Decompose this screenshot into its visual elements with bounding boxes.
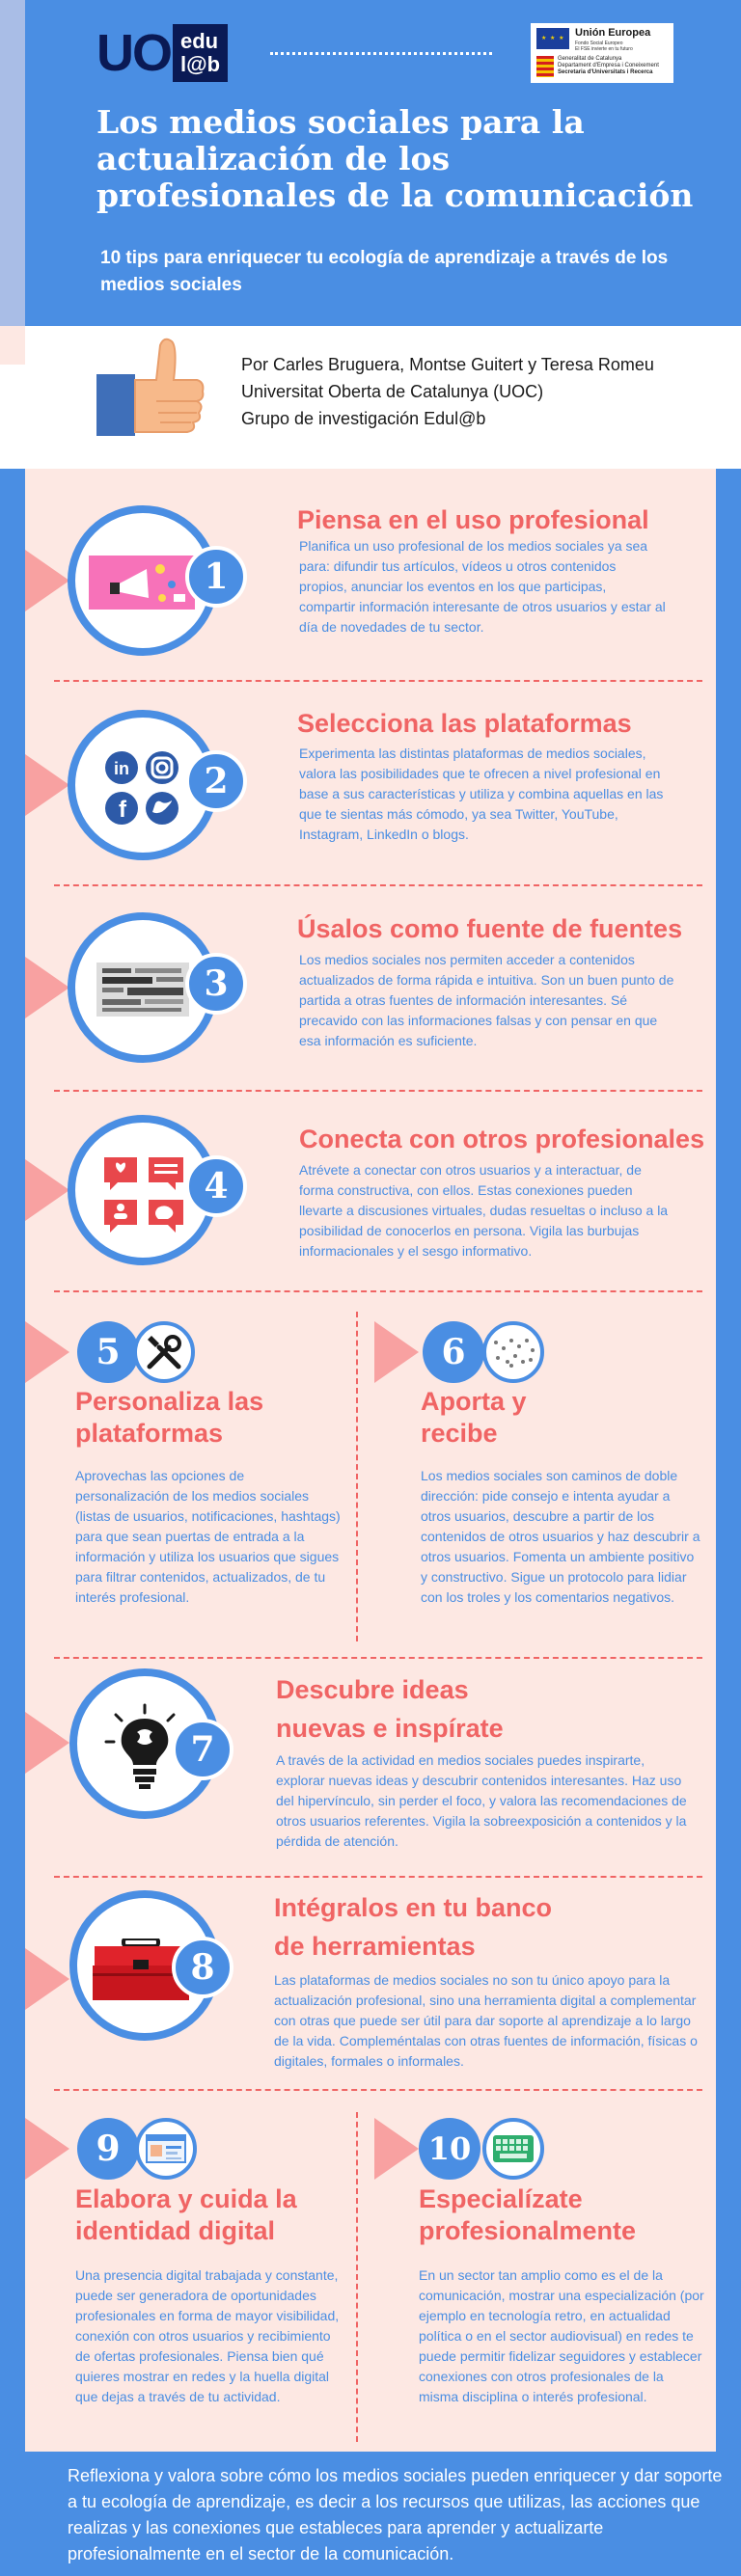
gen-line3: Secretaria d'Universitats i Recerca <box>558 69 653 75</box>
divider-2 <box>54 884 702 886</box>
logo-box <box>173 24 228 82</box>
tip-6-icon-circle <box>482 1321 544 1383</box>
authors-stripe <box>0 326 25 365</box>
tip-10-title-line2: profesionalmente <box>419 2216 637 2245</box>
tip-6-title <box>421 1386 527 1450</box>
keyboard-icon <box>492 2134 535 2163</box>
tip-2-text: Experimenta las distintas plataformas de medios sociales, valora las posibilidades que te ofrecen a nivel profesional en base a sus características y utiliza y combina aquellas en las que te sientas más cómodo, ya sea Twitter, YouTube, Instagram, LinkedIn o blogs. <box>299 746 664 842</box>
tip-5-title-line1: Personaliza las <box>75 1387 264 1416</box>
id-card-icon <box>145 2131 187 2166</box>
header <box>0 0 741 326</box>
tip-4-text: Atrévete a conectar con otros usuarios y a interactuar, de forma constructiva, con ellos. Estas conexiones pueden llevarte a discusiones virtuales, dudas resueltas o incluso a la posibilidad de conocerlos en persona. Vigila las burbujas informacionales y el sesgo informativo. <box>299 1162 669 1259</box>
tip-6-number: 6 <box>423 1321 484 1383</box>
tip-1-arrow <box>25 550 69 611</box>
tip-3-title: Úsalos como fuente de fuentes <box>297 914 683 943</box>
tip-8-arrow <box>25 1948 69 2010</box>
tip-8-number: 8 <box>172 1937 233 1998</box>
tip-8-text: Las plataformas de medios sociales no son tu único apoyo para la actualización profesional, sino una herramienta digital a complementar con otras que puede ser útil para dar soporte al aprendizaje a lo largo de la vida. Compleméntalas con otras fuentes de información, físicas o digitales, formales o informales. <box>274 1972 698 2069</box>
divider-3 <box>54 1090 702 1092</box>
tip-9-arrow <box>25 2118 69 2180</box>
eu-subtitle <box>575 41 668 52</box>
network-icon <box>490 1335 536 1369</box>
footer <box>25 2452 741 2576</box>
vertical-divider-5-6 <box>356 1312 358 1641</box>
tip-5-number: 5 <box>77 1321 139 1383</box>
eu-flag-icon <box>536 28 569 49</box>
tip-10-number: 10 <box>419 2118 480 2180</box>
chat-bubbles-icon <box>98 1150 191 1236</box>
tip-5-arrow <box>25 1321 69 1383</box>
tip-9-text: Una presencia digital trabajada y constante, puede ser generadora de oportunidades profesionales en forma de mayor visibilidad, conexión con otros usuarios y recibimiento de ofertas profesionales. Piensa bien qué quieres mostrar en redes y la huella digital que dejas a través de tu actividad. <box>75 2267 340 2404</box>
tip-8-title-line1: Intégralos en tu banco <box>274 1893 553 1922</box>
tip-10-title <box>419 2183 636 2247</box>
divider-1 <box>54 680 702 682</box>
eu-title: Unión Europea <box>575 27 651 39</box>
author-university: Universitat Oberta de Catalunya (UOC) <box>241 382 544 401</box>
tip-9-title <box>75 2183 297 2247</box>
author-names: Por Carles Bruguera, Montse Guitert y Teresa Romeu <box>241 355 654 374</box>
author-credits <box>241 351 654 432</box>
tip-9-title-line1: Elabora y cuida la <box>75 2184 297 2213</box>
tip-5-title-line2: plataformas <box>75 1419 224 1448</box>
tip-10-icon-circle <box>482 2118 544 2180</box>
author-group: Grupo de investigación Edul@b <box>241 409 486 428</box>
vertical-divider-9-10 <box>356 2112 358 2442</box>
tip-10-text: En un sector tan amplio como es el de la comunicación, mostrar una especialización (por ejemplo en tecnología retro, en actualidad política o en el sector audiovisual) en redes te puede permitir fidelizar seguidores y establecer conexiones con otros profesionales de la misma disciplina o interés profesional. <box>419 2267 704 2404</box>
tip-3-number: 3 <box>185 953 247 1015</box>
tip-4-arrow <box>25 1159 69 1221</box>
dotted-separator <box>270 52 492 55</box>
page-subtitle: 10 tips para enriquecer tu ecología de aprendizaje a través de los medios sociales <box>100 248 669 295</box>
tip-6-title-line2: recibe <box>421 1419 498 1448</box>
divider-5 <box>54 1657 702 1659</box>
svg-text:f: f <box>119 797 126 823</box>
left-blue-band <box>0 469 25 2576</box>
tip-4-title: Conecta con otros profesionales <box>299 1125 705 1153</box>
logo-box-line2: l@b <box>180 52 221 76</box>
tip-6-title-line1: Aporta y <box>421 1387 527 1416</box>
logo-box-line1: edu <box>180 29 219 53</box>
eu-sub-line1: Fondo Social Europeo <box>575 41 623 46</box>
divider-4 <box>54 1290 702 1292</box>
tip-7-title-line2: nuevas e inspírate <box>276 1714 504 1743</box>
page-title: Los medios sociales para la actualización de los profesionales de la comunicación <box>96 103 694 214</box>
footer-text: Reflexiona y valora sobre cómo los medios sociales pueden enriquecer y dar soporte a tu ecología de aprendizaje, es decir a los recursos que utilizas, las acciones que realizas y las conexiones que estableces para aprender y actualizarte profesionalmente en el sector de la comunicación. <box>68 2466 723 2563</box>
tip-9-title-line2: identidad digital <box>75 2216 275 2245</box>
tip-5-text: Aprovechas las opciones de personalización de los medios sociales (listas de usuarios, notificaciones, hashtags) para que sean puertas de entrada a la información y utiliza los usuarios que sigues para filtrar contenidos, actualizados, de tu interés profesional. <box>75 1468 341 1605</box>
eu-sub-line2: El FSE invierte en tu futuro <box>575 46 633 52</box>
tip-10-arrow <box>374 2118 419 2180</box>
tip-6-text: Los medios sociales son caminos de doble dirección: pide consejo e intenta ayudar a otros usuarios, descubre a partir de los contenidos de otros usuarios y haz descubrir a otros usuarios. Fomenta un ambiente positivo y constructivo. Sigue un protocolo para lidiar con los troles y los comentarios negativos. <box>421 1468 700 1605</box>
tip-4-number: 4 <box>185 1155 247 1217</box>
word-cloud-icon <box>96 963 189 1017</box>
tip-1-title: Piensa en el uso profesional <box>297 505 649 534</box>
megaphone-icon <box>89 556 195 610</box>
eu-funding-logos <box>531 23 673 83</box>
tip-3-arrow <box>25 957 69 1018</box>
right-blue-band <box>716 469 741 2452</box>
divider-6 <box>54 1876 702 1878</box>
gen-line2: Departament d'Empresa i Coneixement <box>558 63 659 68</box>
tip-6-arrow <box>374 1321 419 1383</box>
tip-7-title-line1: Descubre ideas <box>276 1675 469 1704</box>
logo-main-text: UO <box>96 24 171 82</box>
tip-3-text: Los medios sociales nos permiten acceder a contenidos actualizados de forma rápida e intuitiva. Son un buen punto de partida a otras fuentes de información interesantes. Sé precavido con las informaciones falsas y con pensar en que esa información es suficiente. <box>299 952 674 1048</box>
tip-2-title: Selecciona las plataformas <box>297 709 632 738</box>
authors-section <box>0 326 741 469</box>
svg-text:in: in <box>114 759 129 778</box>
social-networks-icon <box>102 748 183 829</box>
tip-9-icon-circle <box>135 2118 197 2180</box>
tip-1-number: 1 <box>185 546 247 608</box>
tools-icon <box>144 1332 184 1372</box>
tip-5-icon-circle <box>133 1321 195 1383</box>
tip-7-arrow <box>25 1712 69 1774</box>
tip-1-text: Planifica un uso profesional de los medios sociales ya sea para: difundir tus artículos, vídeos u otros contenidos propios, anunciar los eventos en los que participas, compartir información interesante de otros usuarios y estar al día de novedades de tu sector. <box>299 538 666 635</box>
divider-7 <box>54 2089 702 2091</box>
tip-8-title-line2: de herramientas <box>274 1932 476 1961</box>
tip-9-number: 9 <box>77 2118 139 2180</box>
gen-line1: Generalitat de Catalunya <box>558 56 622 62</box>
header-stripe <box>0 0 25 326</box>
tip-7-number: 7 <box>172 1719 233 1780</box>
tip-2-arrow <box>25 754 69 816</box>
generalitat-flag-icon <box>536 56 554 77</box>
tip-8-title <box>274 1888 552 1966</box>
generalitat-text <box>558 56 670 76</box>
edulab-logo <box>96 23 228 83</box>
tip-7-title <box>276 1670 504 1748</box>
tip-5-title <box>75 1386 263 1450</box>
thumbs-up-icon <box>96 336 205 442</box>
tip-2-number: 2 <box>185 750 247 812</box>
tip-7-text: A través de la actividad en medios sociales puedes inspirarte, explorar nuevas ideas y descubrir contenidos interesantes. Haz uso del hipervínculo, sin perder el foco, y valora las recomendaciones de otros usuarios referentes. Vigila la sobreexposición a contenidos y la pérdida de atención. <box>276 1752 687 1849</box>
tip-10-title-line1: Especialízate <box>419 2184 583 2213</box>
